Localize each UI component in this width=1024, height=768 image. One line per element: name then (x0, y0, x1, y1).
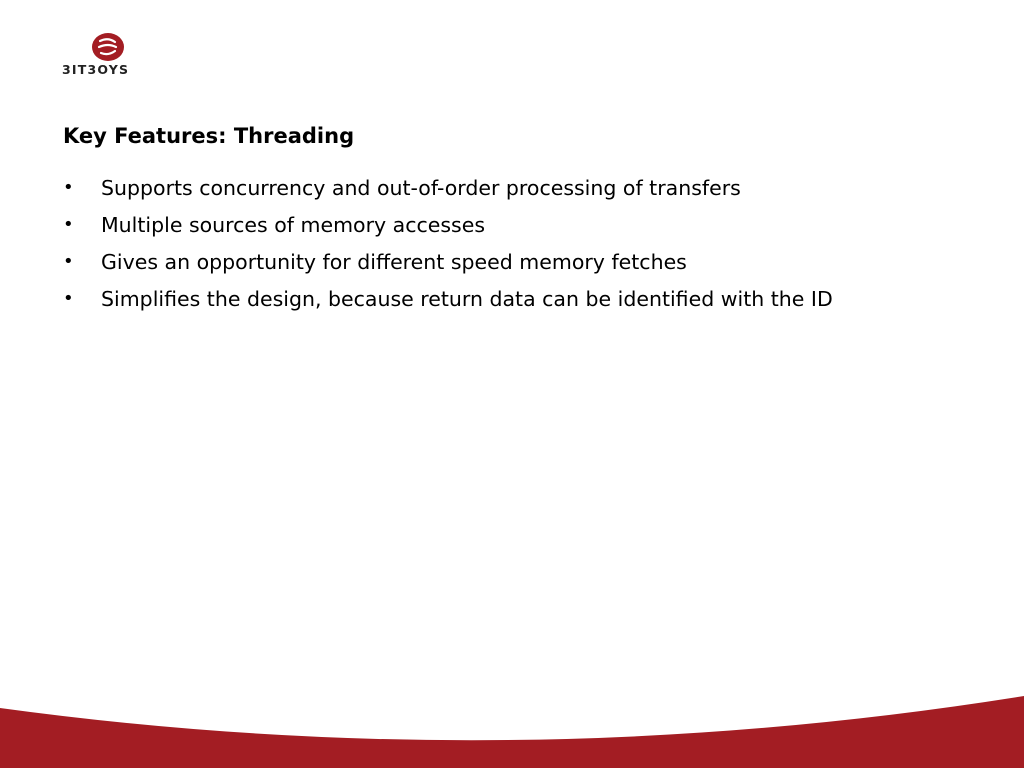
logo-wordmark: 3IT3OYS (62, 62, 130, 77)
slide-title: Key Features: Threading (63, 124, 355, 148)
bullet-text: Supports concurrency and out-of-order processing of transfers (101, 176, 741, 200)
bullet-marker: • (63, 251, 74, 272)
bullet-marker: • (63, 214, 74, 235)
footer-red-swoosh (0, 688, 1024, 768)
bitboys-logo-icon (91, 32, 125, 62)
bullet-marker: • (63, 177, 74, 198)
bullet-text: Gives an opportunity for different speed memory fetches (101, 250, 687, 274)
bullet-text: Simplifies the design, because return data can be identified with the ID (101, 287, 833, 311)
brand-logo (60, 30, 156, 80)
bullet-marker: • (63, 288, 74, 309)
bullet-text: Multiple sources of memory accesses (101, 213, 486, 237)
